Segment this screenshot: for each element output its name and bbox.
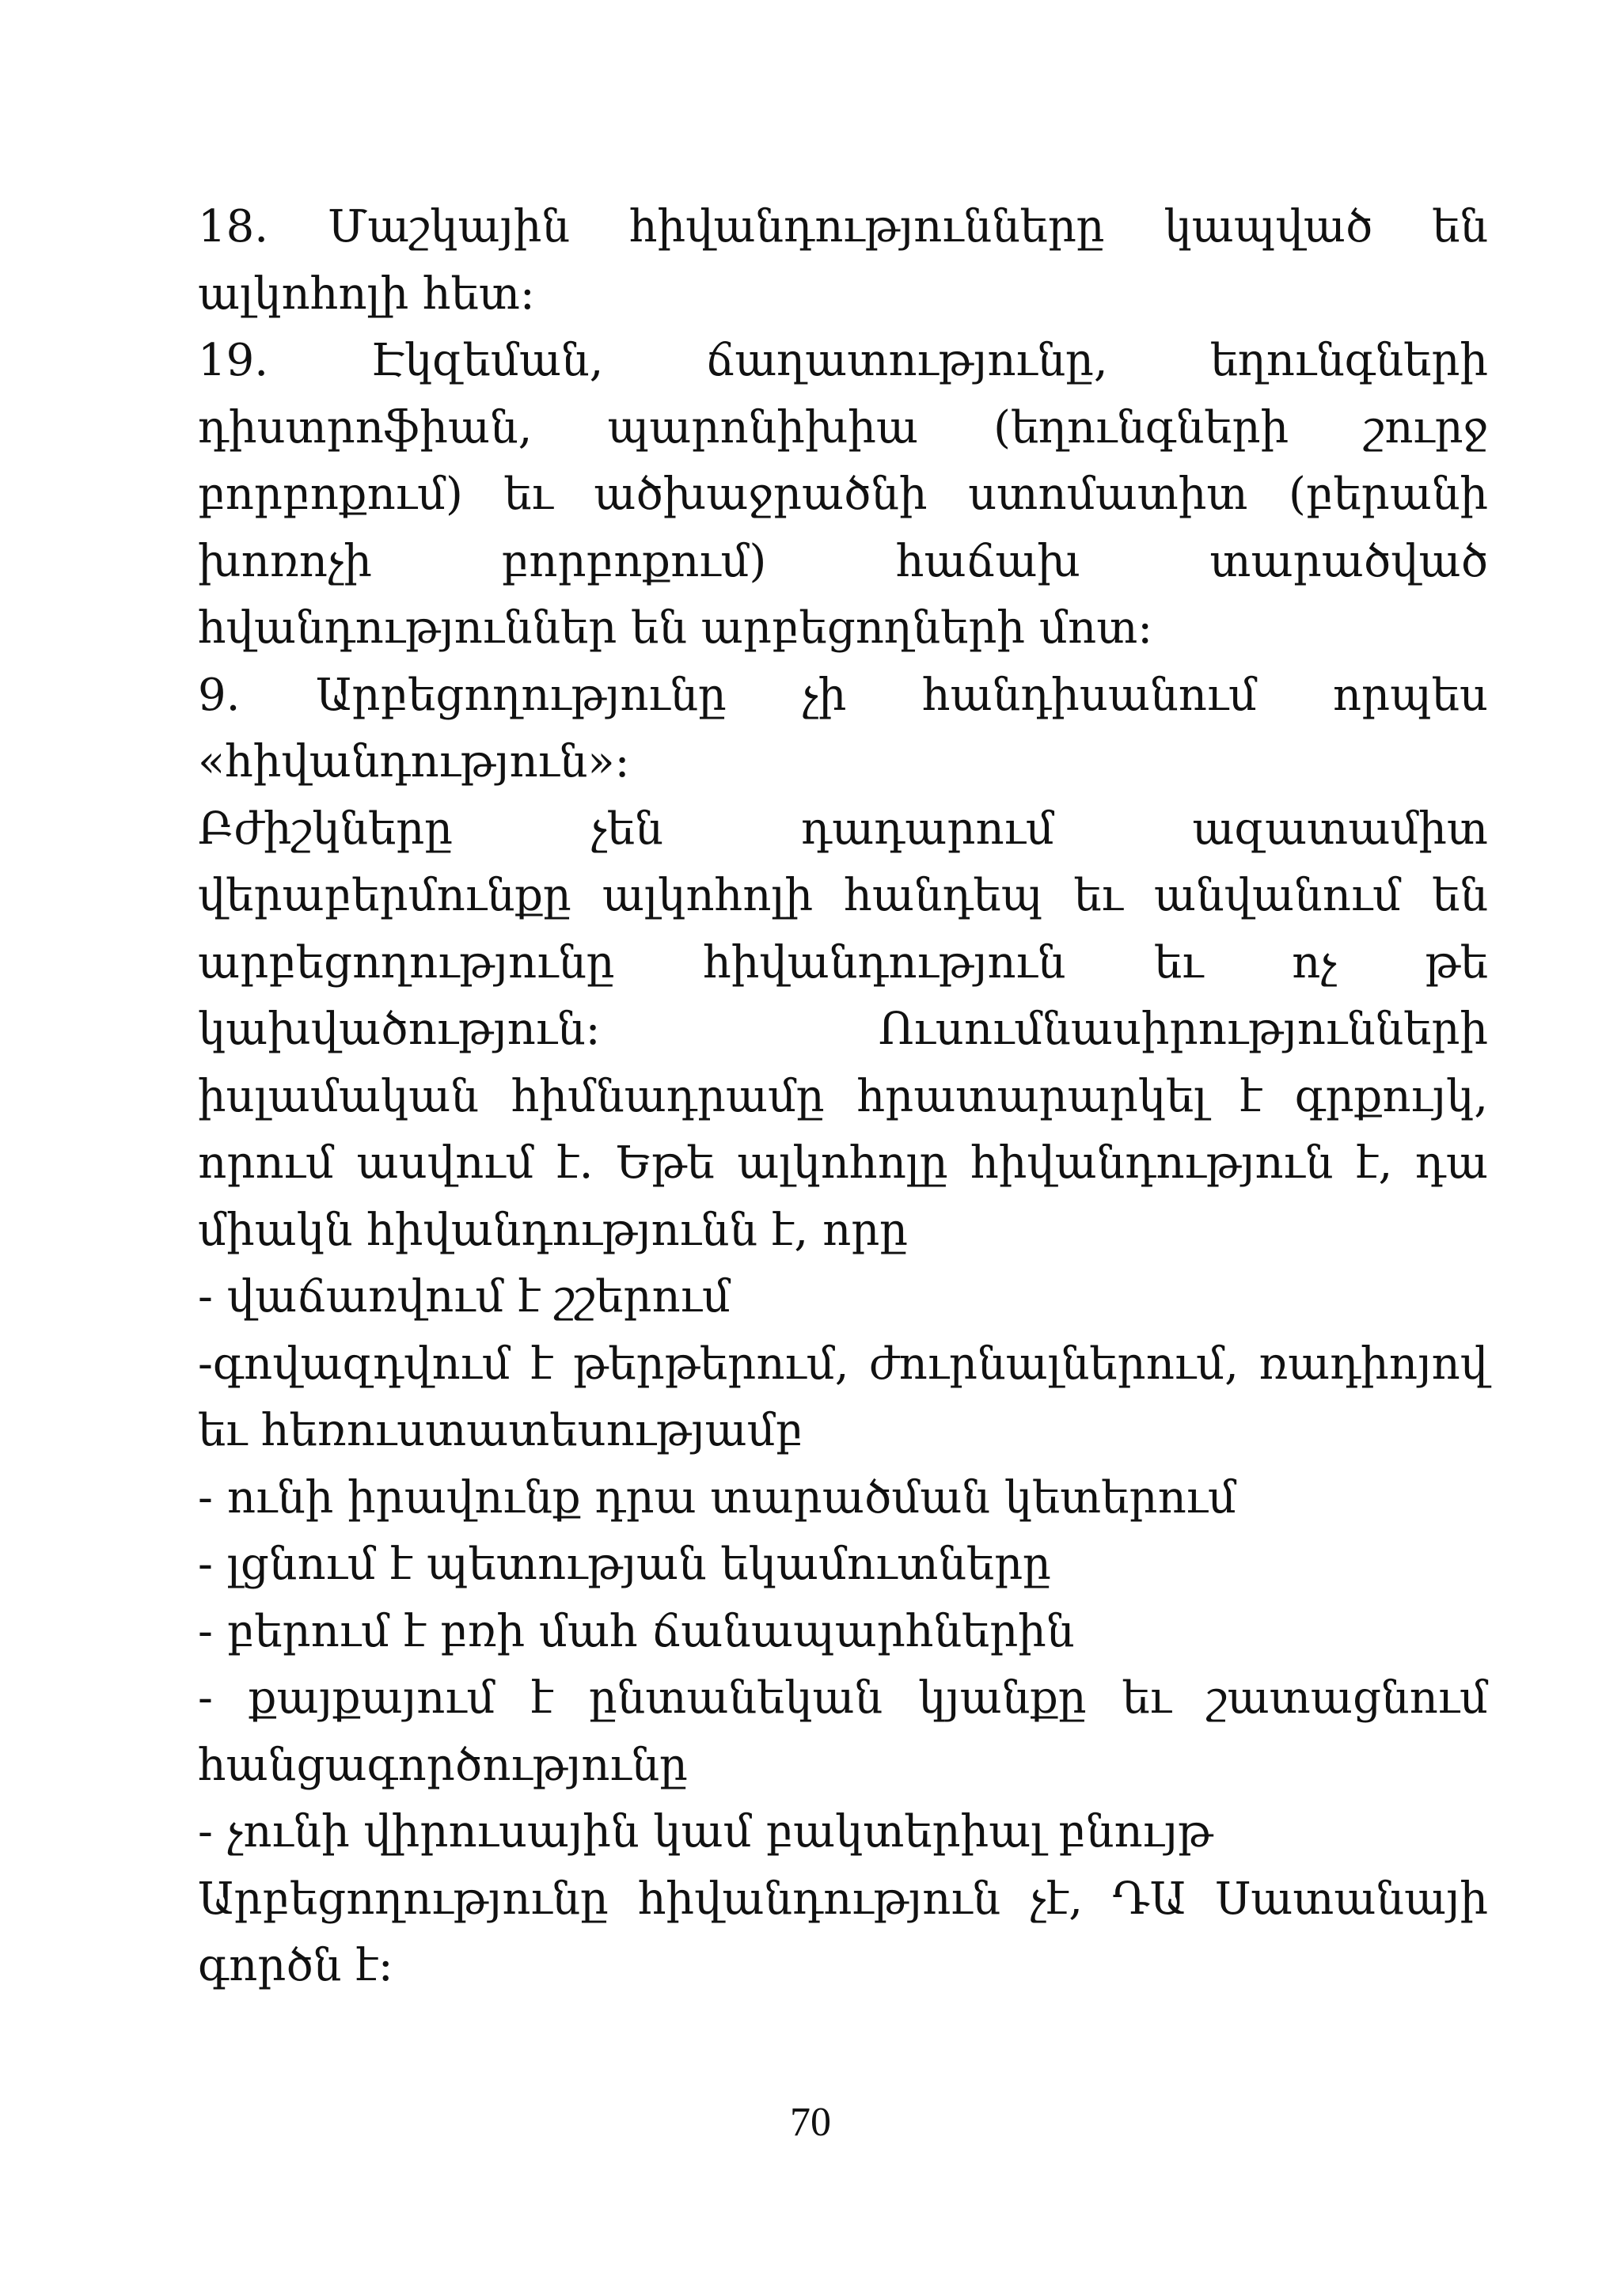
paragraph-doctors: Բժիշկները չեն դադարում ազատամիտ վերաբերմունքը ալկոհոլի հանդեպ եւ անվանում են արբեցողությունը հիվանդություն եւ ոչ թե կախվածություն: Ուսումնասիրությունների իսլամական հիմնադրամը հրատարարկել է գրքույկ, որում ասվում է. Եթե ալկոհոլը հիվանդություն է, դա միակն հիվանդությունն է, որը [198,803,1488,1256]
list-item: - ունի իրավունք դրա տարածման կետերում [198,1471,1236,1524]
paragraph-19: 19. Էկզեման, ճաղատությունը, եղունգների դիստրոֆիան, պարոնիխիա (եղունգների շուրջ բորբոքում) եւ ածխաջրածնի ստոմատիտ (բերանի խոռոչի բորբոքում) հաճախ տարածված հվանդություններ են արբեցողների մոտ: [198,335,1488,654]
list-item: -գովազդվում է թերթերում, ժուրնալներում, ռադիոյով եւ հեռուստատեսությամբ [198,1338,1488,1456]
paragraph-18: 18. Մաշկային հիվանդությունները կապված են ալկոհոլի հետ: [198,201,1488,320]
list-item: - չունի վիրուսային կամ բակտերիալ բնույթ [198,1806,1213,1858]
paragraph-9: 9. Արբեցողությունը չի հանդիսանում որպես «հիվանդություն»: [198,669,1488,787]
list-item: - քայքայում է ընտանեկան կյանքը եւ շատացնում հանցագործությունը [198,1672,1488,1791]
body-text [198,194,1488,2000]
list-item: - լցնում է պետության եկամուտները [198,1539,1051,1590]
list-item: - բերում է բռի մահ ճանապարհներին [198,1605,1075,1657]
closing-paragraph: Արբեցողությունը հիվանդություն չէ, ԴԱ Սատանայի գործն է: [198,1873,1488,1991]
page-number: 70 [790,2100,831,2145]
list-item: - վաճառվում է շշերում [198,1271,731,1323]
